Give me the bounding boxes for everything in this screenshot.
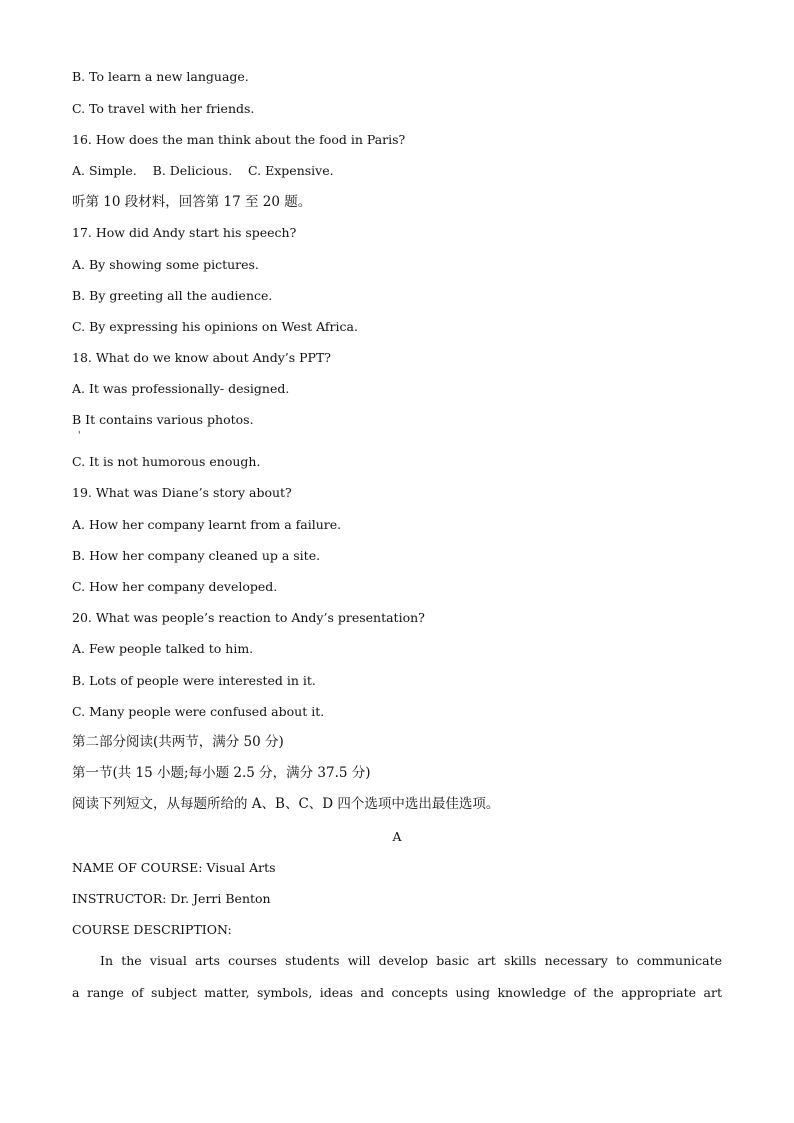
description-line: a range of subject matter, symbols, ideas and concepts using knowledge of the appropriate art: [72, 985, 722, 1000]
option-line: A. By showing some pictures.: [72, 257, 259, 272]
passage-label: A: [392, 829, 402, 844]
question-line: 17. How did Andy start his speech?: [72, 225, 297, 240]
section-instruction: 听第 10 段材料，回答第 17 至 20 题。: [72, 194, 312, 210]
option-line: B It contains various photos.: [72, 412, 254, 427]
option-line: B. Lots of people were interested in it.: [72, 673, 316, 688]
stray-mark: ': [78, 431, 81, 441]
part-heading: 第二部分阅读(共两节，满分 50 分): [72, 734, 284, 750]
course-name: NAME OF COURSE: Visual Arts: [72, 860, 276, 875]
reading-instruction: 阅读下列短文，从每题所给的 A、B、C、D 四个选项中选出最佳选项。: [72, 796, 500, 812]
option-line: B. By greeting all the audience.: [72, 288, 273, 303]
option-line: A. Few people talked to him.: [72, 641, 254, 656]
course-instructor: INSTRUCTOR: Dr. Jerri Benton: [72, 891, 271, 906]
course-description-label: COURSE DESCRIPTION:: [72, 922, 232, 937]
question-line: 18. What do we know about Andy’s PPT?: [72, 350, 331, 365]
option-line: A. It was professionally- designed.: [72, 381, 290, 396]
option-line: A. How her company learnt from a failure.: [72, 517, 342, 532]
option-line: B. How her company cleaned up a site.: [72, 548, 321, 563]
option-line: C. To travel with her friends.: [72, 101, 255, 116]
option-line: C. It is not humorous enough.: [72, 454, 261, 469]
section-heading: 第一节(共 15 小题;每小题 2.5 分，满分 37.5 分): [72, 765, 371, 781]
option-line: C. How her company developed.: [72, 579, 278, 594]
question-line: 19. What was Diane’s story about?: [72, 485, 292, 500]
option-line: C. By expressing his opinions on West Africa.: [72, 319, 358, 334]
question-line: 16. How does the man think about the food in Paris?: [72, 132, 406, 147]
question-line: 20. What was people’s reaction to Andy’s presentation?: [72, 610, 425, 625]
option-line: C. Many people were confused about it.: [72, 704, 325, 719]
option-line: B. To learn a new language.: [72, 69, 249, 84]
description-line: In the visual arts courses students will develop basic art skills necessary to communicate: [100, 953, 722, 968]
option-line: A. Simple. B. Delicious. C. Expensive.: [72, 163, 334, 178]
